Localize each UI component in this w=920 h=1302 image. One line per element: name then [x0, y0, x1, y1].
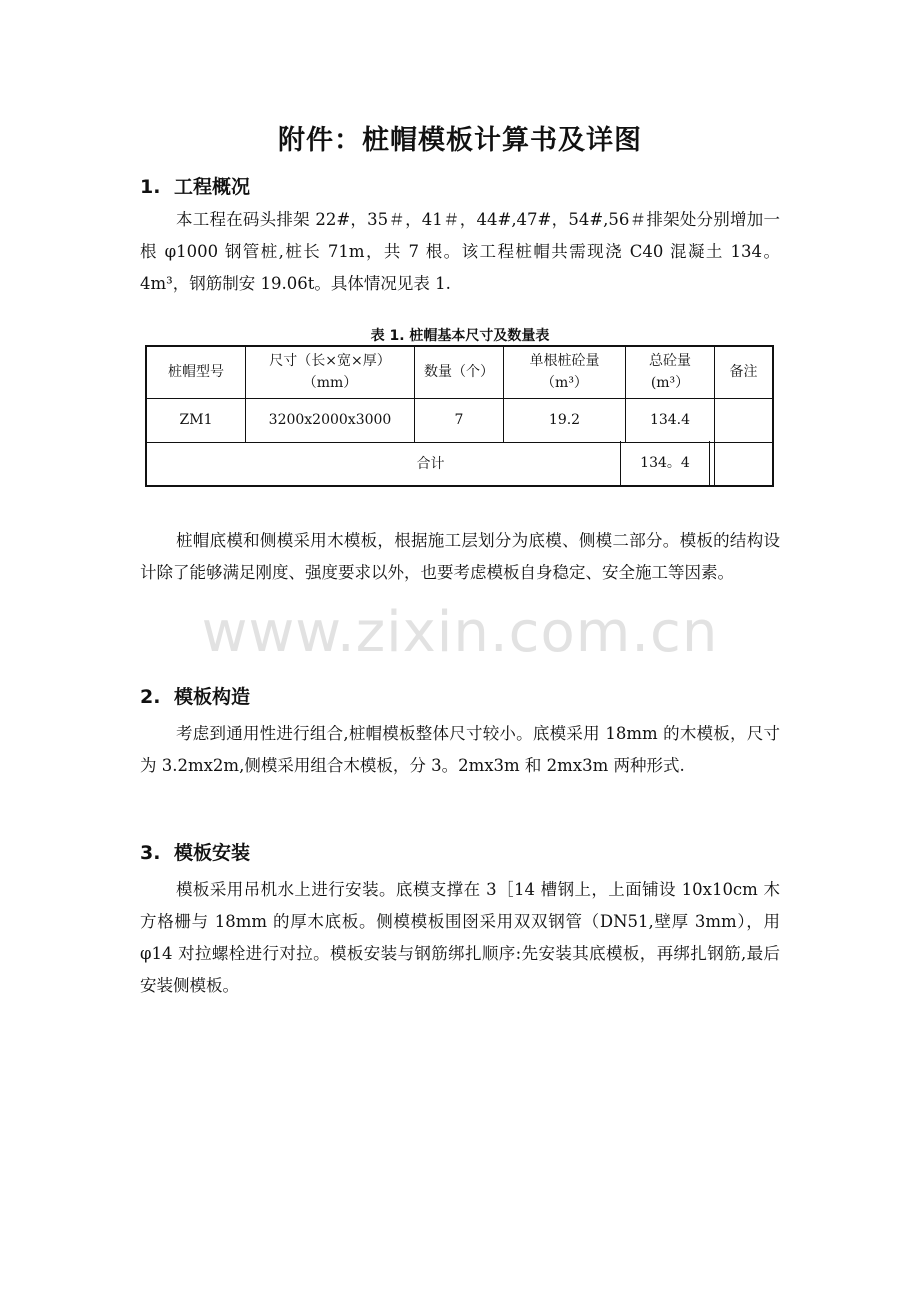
- cell-single: 19.2: [504, 398, 626, 442]
- table-caption: 表 1. 桩帽基本尺寸及数量表: [370, 328, 550, 344]
- section-3-paragraph: 模板采用吊机水上进行安装。底模支撑在 3［14 槽钢上，上面铺设 10x10cm 木方格栅与 18mm 的厚木底板。侧模模板围囹采用双双钢管（DN51,壁厚 3mm），用φ14 对拉螺栓进行对拉。模板安装与钢筋绑扎顺序:先安装其底模板，再绑扎钢筋,最后安装侧模板。: [140, 880, 780, 995]
- header-qty: 数量（个）: [415, 346, 504, 398]
- header-size-line2: （mm）: [302, 375, 358, 392]
- section-3-heading: [140, 838, 250, 865]
- sum-label: 合计: [146, 442, 715, 486]
- header-single-line2: （m³）: [541, 375, 588, 392]
- sum-total: 134。4: [621, 441, 710, 485]
- header-total-line1: 总砼量: [649, 353, 691, 370]
- header-total: [626, 346, 715, 398]
- watermark: www.zixin.com.cn: [201, 600, 719, 665]
- cell-qty: 7: [415, 398, 504, 442]
- header-single: [504, 346, 626, 398]
- cell-type: ZM1: [146, 398, 246, 442]
- section-2-paragraph: 考虑到通用性进行组合,桩帽模板整体尺寸较小。底模采用 18mm 的木模板，尺寸为 3.2mx2m,侧模采用组合木模板，分 3。2mx3m 和 2mx3m 两种形式.: [140, 724, 780, 775]
- table-header-row: [146, 346, 773, 398]
- document-title: 附件：桩帽模板计算书及详图: [278, 125, 642, 156]
- section-1-paragraph: 本工程在码头排架 22#，35＃，41＃，44#,47#，54#,56＃排架处分别增加一根 φ1000 钢管桩,桩长 71m，共 7 根。该工程桩帽共需现浇 C40 混凝土 134。4m³，钢筋制安 19.06t。具体情况见表 1.: [140, 210, 780, 293]
- header-type: 桩帽型号: [146, 346, 246, 398]
- section-1-title: 工程概况: [174, 176, 251, 198]
- table-sum-row: [146, 442, 773, 486]
- section-1-number: 1.: [140, 176, 161, 198]
- section-2-number: 2.: [140, 686, 161, 708]
- header-single-line1: 单根桩砼量: [529, 353, 600, 370]
- cell-size: 3200x2000x3000: [246, 398, 415, 442]
- header-size-line1: 尺寸（长×宽×厚）: [269, 353, 391, 370]
- section-3-number: 3.: [140, 842, 161, 864]
- section-1-heading: [140, 172, 250, 199]
- section-2-heading: [140, 682, 250, 709]
- header-total-line2: (m³）: [650, 375, 690, 392]
- section-2-title: 模板构造: [174, 686, 251, 708]
- section-1-paragraph-2: 桩帽底模和侧模采用木模板，根据施工层划分为底模、侧模二部分。模板的结构设计除了能够满足刚度、强度要求以外，也要考虑模板自身稳定、安全施工等因素。: [140, 531, 780, 582]
- pile-cap-table: [145, 345, 774, 487]
- table-row: [146, 398, 773, 442]
- cell-total: 134.4: [626, 398, 715, 442]
- header-size: [246, 346, 415, 398]
- header-note: 备注: [715, 346, 774, 398]
- cell-note: [715, 398, 774, 442]
- section-3-title: 模板安装: [174, 842, 251, 864]
